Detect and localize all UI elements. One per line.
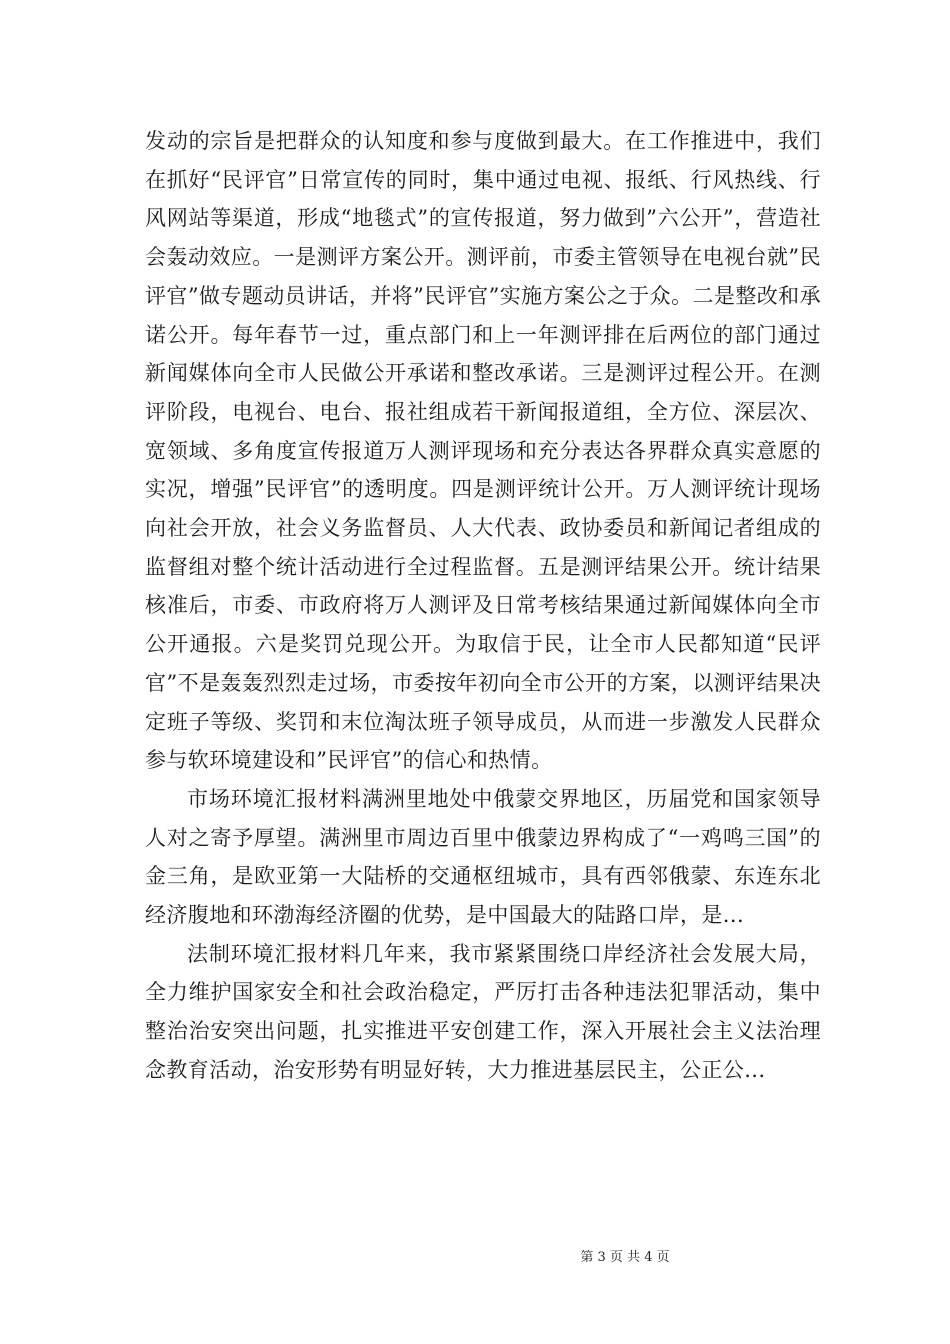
paragraph-legal-environment: 法制环境汇报材料几年来，我市紧紧围绕口岸经济社会发展大局，全力维护国家安全和社会政治稳定，严厉打击各种违法犯罪活动，集中整治治安突出问题，扎实推进平安创建工作，深入开展社会主义法治理念教育活动，治安形势有明显好转，大力推进基层民主，公正公... [145, 941, 821, 1082]
paragraph-publicity: 发动的宗旨是把群众的认知度和参与度做到最大。在工作推进中，我们在抓好“民评官”日常宣传的同时，集中通过电视、报纸、行风热线、行风网站等渠道，形成“地毯式”的宣传报道，努力做到”六公开”，营造社会轰动效应。一是测评方案公开。测评前，市委主管领导在电视台就”民评官”做专题动员讲话，并将”民评官”实施方案公之于众。二是整改和承诺公开。每年春节一过，重点部门和上一年测评排在后两位的部门通过新闻媒体向全市人民做公开承诺和整改承诺。三是测评过程公开。在测评阶段，电视台、电台、报社组成若干新闻报道组，全方位、深层次、宽领域、多角度宣传报道万人测评现场和充分表达各界群众真实意愿的实况，增强”民评官”的透明度。四是测评统计公开。万人测评统计现场向社会开放，社会义务监督员、人大代表、政协委员和新闻记者组成的监督组对整个统计活动进行全过程监督。五是测评结果公开。统计结果核准后，市委、市政府将万人测评及日常考核结果通过新闻媒体向全市公开通报。六是奖罚兑现公开。为取信于民，让全市人民都知道“民评官”不是轰轰烈烈走过场，市委按年初向全市公开的方案，以测评结果决定班子等级、奖罚和末位淘汰班子领导成员，从而进一步激发人民群众参与软环境建设和”民评官”的信心和热情。 [145, 129, 821, 773]
document-body [145, 122, 821, 1090]
paragraph-market-environment: 市场环境汇报材料满洲里地处中俄蒙交界地区，历届党和国家领导人对之寄予厚望。满洲里市周边百里中俄蒙边界构成了“一鸡鸣三国”的金三角，是欧亚第一大陆桥的交通枢纽城市，具有西邻俄蒙、东连东北经济腹地和环渤海经济圈的优势，是中国最大的陆路口岸，是... [145, 786, 821, 928]
page-number: 第 3 页 共 4 页 [580, 1250, 670, 1265]
page-footer [0, 1246, 950, 1265]
